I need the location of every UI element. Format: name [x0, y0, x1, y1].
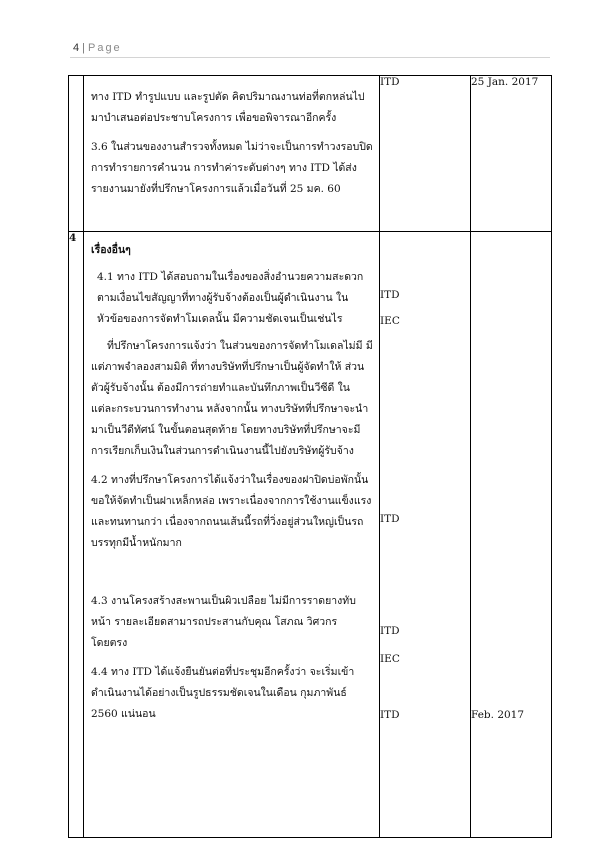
page-header — [73, 42, 122, 54]
table-row — [69, 76, 552, 232]
due-date-cell — [471, 76, 552, 232]
item-paragraph: 4.2 ทางที่ปรึกษาโครงการได้แจ้งว่าในเรื่องของฝาปิดบ่อพักนั้น ขอให้จัดทำเป็นฝาเหล็กหล่อ เพราะเนื่องจากการใช้งานแข็งแรงและทนทานกว่า เนื่องจากถนนเส้นนี้รถที่วิ่งอยู่ส่วนใหญ่เป็นรถบรรทุกมีน้ำหนักมาก — [91, 474, 372, 549]
item-paragraph: 4.4 ทาง ITD ได้แจ้งยืนยันต่อที่ประชุมอีกครั้งว่า จะเริ่มเข้าดำเนินงานได้อย่างเป็นรูปธรรมชัดเจนในเดือน กุมภาพันธ์ 2560 แน่นอน — [91, 666, 355, 720]
minutes-table — [68, 75, 552, 838]
responsible-cell — [380, 232, 471, 838]
responsible-cell — [380, 76, 471, 232]
item-number: 4 — [69, 232, 77, 244]
due-date-cell — [471, 232, 552, 838]
page-word: Page — [87, 42, 122, 54]
header-separator: | — [82, 42, 85, 54]
item-paragraph: ที่ปรึกษาโครงการแจ้งว่า ในส่วนของการจัดทำโมเดลไม่มี มีแต่ภาพจำลองสามมิติ ที่ทางบริษัทที่ปรึกษาเป็นผู้จัดทำให้ ส่วนตัวผู้รับจ้างนั้น ต้องมีการถ่ายทำและบันทึกภาพเป็นวีซีดี ในแต่ละกระบวนการทำงาน หลังจากนั้น ทางบริษัทที่ปรึกษาจะนำมาเป็นวีดีทัศน์ ในขั้นตอนสุดท้าย โดยทางบริษัทที่ปรึกษาจะมีการเรียกเก็บเงินในส่วนการดำเนินงานนี้ไปยังบริษัทผู้รับจ้าง — [91, 340, 373, 457]
item-paragraph: 3.6 ในส่วนของงานสำรวจทั้งหมด ไม่ว่าจะเป็นการทำวงรอบปิด การทำรายการคำนวน การทำค่าระดับต่างๆ ทาง ITD ได้ส่งรายงานมายังที่ปรึกษาโครงการแล้วเมื่อวันที่ 25 มค. 60 — [91, 141, 373, 195]
due-date: Feb. 2017 — [471, 709, 525, 721]
responsible-party: ITD — [380, 625, 400, 637]
header-rule — [70, 57, 550, 58]
section-title: เรื่องอื่นๆ — [91, 244, 131, 256]
responsible-party: ITD — [380, 289, 400, 301]
item-number-cell — [69, 76, 84, 232]
responsible-party: ITD — [380, 76, 400, 88]
item-paragraph: 4.3 งานโครงสร้างสะพานเป็นผิวเปลือย ไม่มีการราดยางทับหน้า รายละเอียดสามารถประสานกับคุณ โสภณ วิศวกร โดยตรง — [91, 595, 356, 649]
responsible-party: IEC — [380, 315, 400, 327]
responsible-party: ITD — [380, 709, 400, 721]
page-number: 4 — [73, 42, 80, 54]
item-number-cell — [69, 232, 84, 838]
item-text-cell — [84, 232, 380, 838]
due-date: 25 Jan. 2017 — [471, 76, 539, 88]
responsible-party: ITD — [380, 513, 400, 525]
item-paragraph: ทาง ITD ทำรูปแบบ และรูปตัด คิดปริมาณงานท่อที่ตกหล่นไป มาบำเสนอต่อประชาบโครงการ เพื่อขอพิจารณาอีกครั้ง — [91, 91, 365, 124]
table-row — [69, 232, 552, 838]
item-paragraph: 4.1 ทาง ITD ได้สอบถามในเรื่องของสิ่งอำนวยความสะดวก ตามเงื่อนไขสัญญาที่ทางผู้รับจ้างต้องเป็นผู้ดำเนินงาน ใน หัวข้อของการจัดทำโมเดลนั้น มีความชัดเจนเป็นเช่นไร — [97, 271, 364, 325]
item-text-cell — [84, 76, 380, 232]
responsible-party: IEC — [380, 653, 400, 665]
